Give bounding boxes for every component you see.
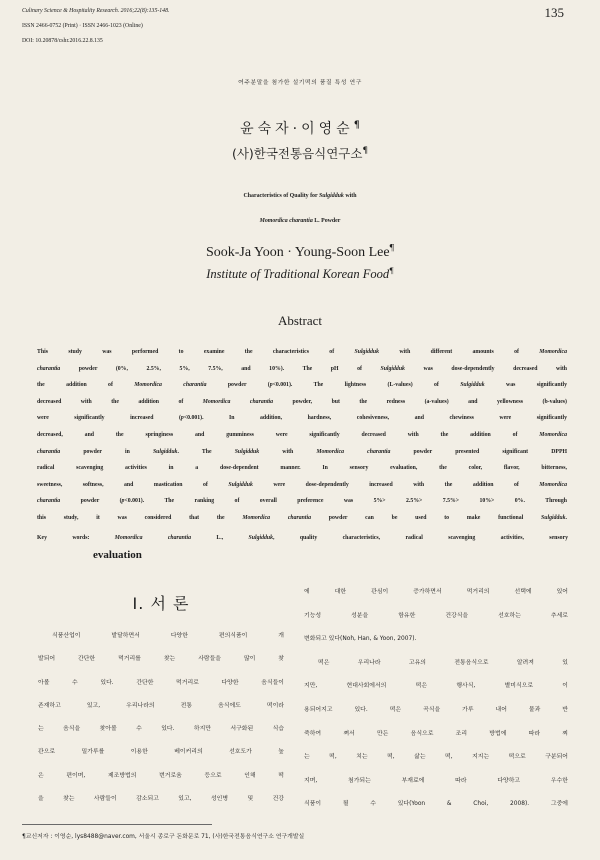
issn-line: ISSN 2466-0752 (Print) · ISSN 2466-1023 (Online) (22, 23, 143, 29)
abstract-line (37, 444, 567, 461)
body-line: 떡은 우리나라 고유의 전통음식으로 알려져 있 (318, 659, 568, 666)
korean-author-names: 윤숙자·이영순 (240, 121, 354, 137)
body-line: 식품산업이 발달하면서 다양한 편의식품이 개 (52, 633, 284, 639)
text-run: were dose-dependently increased with the addition of (252, 481, 540, 488)
text-run: with (259, 448, 317, 455)
keywords-line (37, 530, 568, 547)
body-line: 아볼 수 있다. 간단한 먹거리로 다양한 음식들이 (38, 679, 284, 686)
italic-term: Sulgidduk (354, 349, 379, 355)
body-line: 에 대한 관심이 증가하면서 먹거리의 선택에 있어 (304, 589, 568, 595)
corresponding-author-footnote: ¶교신저자 : 이영순, lys8488@naver.com, 서울시 종로구 돈화문로 71, (사)한국전통음식연구소 연구개발실 (22, 834, 305, 840)
italic-term: Momordica charantia (202, 398, 274, 405)
italic-term: charantia (37, 365, 61, 372)
korean-affiliation (0, 144, 600, 162)
abstract-line (37, 510, 567, 527)
body-line: 는 음식을 찾아볼 수 있다. 하지만 서구화된 식습 (38, 726, 284, 733)
english-author-names: Sook-Ja Yoon · Young-Soon Lee (205, 245, 390, 260)
italic-term: Momordica (539, 431, 567, 438)
body-line: 지만, 현대사회에서의 떡은 행사식, 별미식으로 이 (304, 683, 568, 690)
text-run: , quality characteristics, radical scavenging activities, sensory (273, 535, 568, 541)
text-run: . The (177, 448, 235, 455)
italic-term: Sulgidduk (248, 535, 274, 541)
body-line: 용되어지고 있다. 떡은 곡식을 가루 내어 물과 반 (304, 706, 568, 713)
text-run: <0.001). The lightness (L-values) of (272, 382, 461, 389)
corresponding-mark: ¶ (389, 264, 394, 275)
italic-term: Momordica charantia (134, 382, 207, 389)
text-run: sweetness, softness, and mastication of (37, 481, 229, 488)
abstract-line (37, 410, 567, 427)
abstract-heading: Abstract (277, 313, 323, 328)
body-line: 발되어 간단한 먹거리를 찾는 사람들을 많이 찾 (38, 656, 284, 663)
text-run: powder ( (60, 498, 122, 505)
doi-line: DOI: 10.20878/cshr.2016.22.8.135 (22, 38, 103, 44)
italic-term: charantia (37, 498, 61, 505)
abstract-line (37, 493, 567, 510)
korean-authors (0, 118, 600, 138)
abstract-line (37, 394, 567, 411)
keywords-line (37, 547, 568, 564)
corresponding-mark: ¶ (362, 145, 369, 156)
text-run: . (565, 514, 567, 521)
text-run: <0.001). In addition, hardness, cohesiveness, and chewiness were significantly (183, 415, 567, 422)
text-run: This study was performed to examine the characteristics of (37, 349, 355, 355)
italic-term: Momordica charantia (259, 218, 313, 224)
english-title-line (40, 209, 560, 234)
text-run: powder (0%, 2.5%, 5%, 7.5%, and 10%). The pH of (60, 365, 381, 372)
italic-term: Sulgidduk (318, 193, 344, 199)
italic-term: Momordica (539, 481, 567, 488)
italic-term: Sulgidduk (228, 481, 253, 488)
body-line: 는 떡, 치는 떡, 삶는 떡, 지지는 떡으로 구분되어 (304, 754, 568, 761)
italic-term: Momordica charantia (316, 448, 391, 455)
italic-term: p (269, 382, 273, 389)
italic-term: Sulgidduk (234, 448, 260, 455)
italic-term: Momordica charantia (114, 535, 192, 541)
body-line: 기능성 성분을 함유한 건강식을 선호하는 추세로 (304, 612, 568, 619)
body-line: 변화되고 있다(Noh, Han, & Yoon, 2007). (304, 636, 417, 643)
text-run: L., (191, 535, 249, 541)
italic-term: p (121, 498, 125, 505)
text-run: decreased, and the springiness and gumminess were significantly decreased with the addition of (37, 431, 540, 438)
text-run: the addition of (37, 382, 135, 389)
text-run: with (343, 193, 357, 199)
text-run: decreased with the addition of (37, 398, 203, 405)
text-run: this study, it was considered that the (37, 514, 243, 521)
english-affiliation-name: Institute of Traditional Korean Food (206, 267, 390, 281)
page-number: 135 (544, 5, 564, 20)
keywords (37, 530, 568, 564)
text-run: were significantly increased ( (37, 415, 181, 422)
text-run: was dose-dependently decreased with (404, 365, 567, 372)
italic-term: Sulgidduk (460, 382, 485, 389)
abstract-line (37, 477, 567, 494)
body-column-right (304, 581, 568, 817)
body-line: 을 찾는 사람들이 감소되고 있고, 성인병 및 건강 (38, 796, 284, 803)
body-column-left (38, 625, 284, 811)
body-line: 지며, 첨가되는 부재료에 따라 다양하고 우수한 (304, 777, 568, 784)
korean-affiliation-name: (사)한국전통음식연구소 (231, 146, 363, 161)
text-run: powder, but the redness (a-values) and yellowness (b-values) (273, 398, 567, 405)
text-run: L. Powder (312, 218, 341, 224)
english-affiliation (0, 264, 600, 282)
text-run: powder in (60, 448, 153, 455)
abstract-line (37, 361, 567, 378)
text-run: evaluation (93, 549, 142, 561)
abstract-line (37, 427, 567, 444)
text-run: Key words: (37, 535, 115, 541)
section-heading-introduction: Ⅰ. 서 론 (132, 594, 190, 613)
english-title (40, 184, 560, 234)
text-run: Characteristics of Quality for (243, 193, 319, 199)
english-title-line (40, 184, 560, 209)
italic-term: Sulgidduk (152, 448, 178, 455)
italic-term: Momordica (539, 349, 567, 355)
italic-term: p (180, 415, 184, 422)
footnote-divider (22, 824, 212, 825)
text-run: powder presented significant DPPH (390, 448, 567, 455)
abstract-line (37, 377, 567, 394)
italic-term: Sulgidduk (380, 365, 405, 372)
corresponding-mark: ¶ (389, 242, 395, 254)
text-run: powder ( (206, 382, 270, 389)
abstract-line (37, 460, 567, 477)
body-line: 은 편이며, 제조방법의 번거로움 등으로 인해 떡 (38, 772, 284, 779)
body-line: 관으로 밀가루를 이용한 베이커리의 선호도가 높 (38, 749, 284, 756)
abstract-line (37, 344, 567, 361)
text-run: was significantly (484, 382, 567, 389)
journal-citation: Culinary Science & Hospitality Research. 2016;22(8):135-148. (22, 8, 170, 14)
text-run: <0.001). The ranking of overall preference was 5%> 2.5%> 7.5%> 10%> 0%. Through (124, 498, 567, 505)
english-authors (0, 242, 600, 261)
abstract-body (37, 344, 567, 527)
text-run: radical scavenging activities in a dose-dependent manner. In sensory evaluation, the color, flavor, bitterness, (37, 465, 567, 472)
italic-term: Sulgidduk (541, 514, 566, 521)
italic-term: Momordica charantia (242, 514, 312, 521)
body-line: 존재하고 있고, 우리나라의 전통 음식에도 떡이라 (38, 702, 284, 709)
running-header (22, 4, 442, 49)
korean-title: 여주분말을 첨가한 설기떡의 품질 특성 연구 (238, 80, 362, 86)
text-run: powder can be used to make functional (311, 514, 542, 521)
corresponding-mark: ¶ (353, 119, 360, 131)
text-run: with different amounts of (379, 349, 540, 355)
body-line: 죽하여 쪄서 만든 음식으로 조리 방법에 따라 찌 (304, 730, 568, 737)
body-line: 식품이 될 수 있다(Yoon & Choi, 2008). 그중에 (304, 801, 568, 808)
italic-term: charantia (37, 448, 61, 455)
